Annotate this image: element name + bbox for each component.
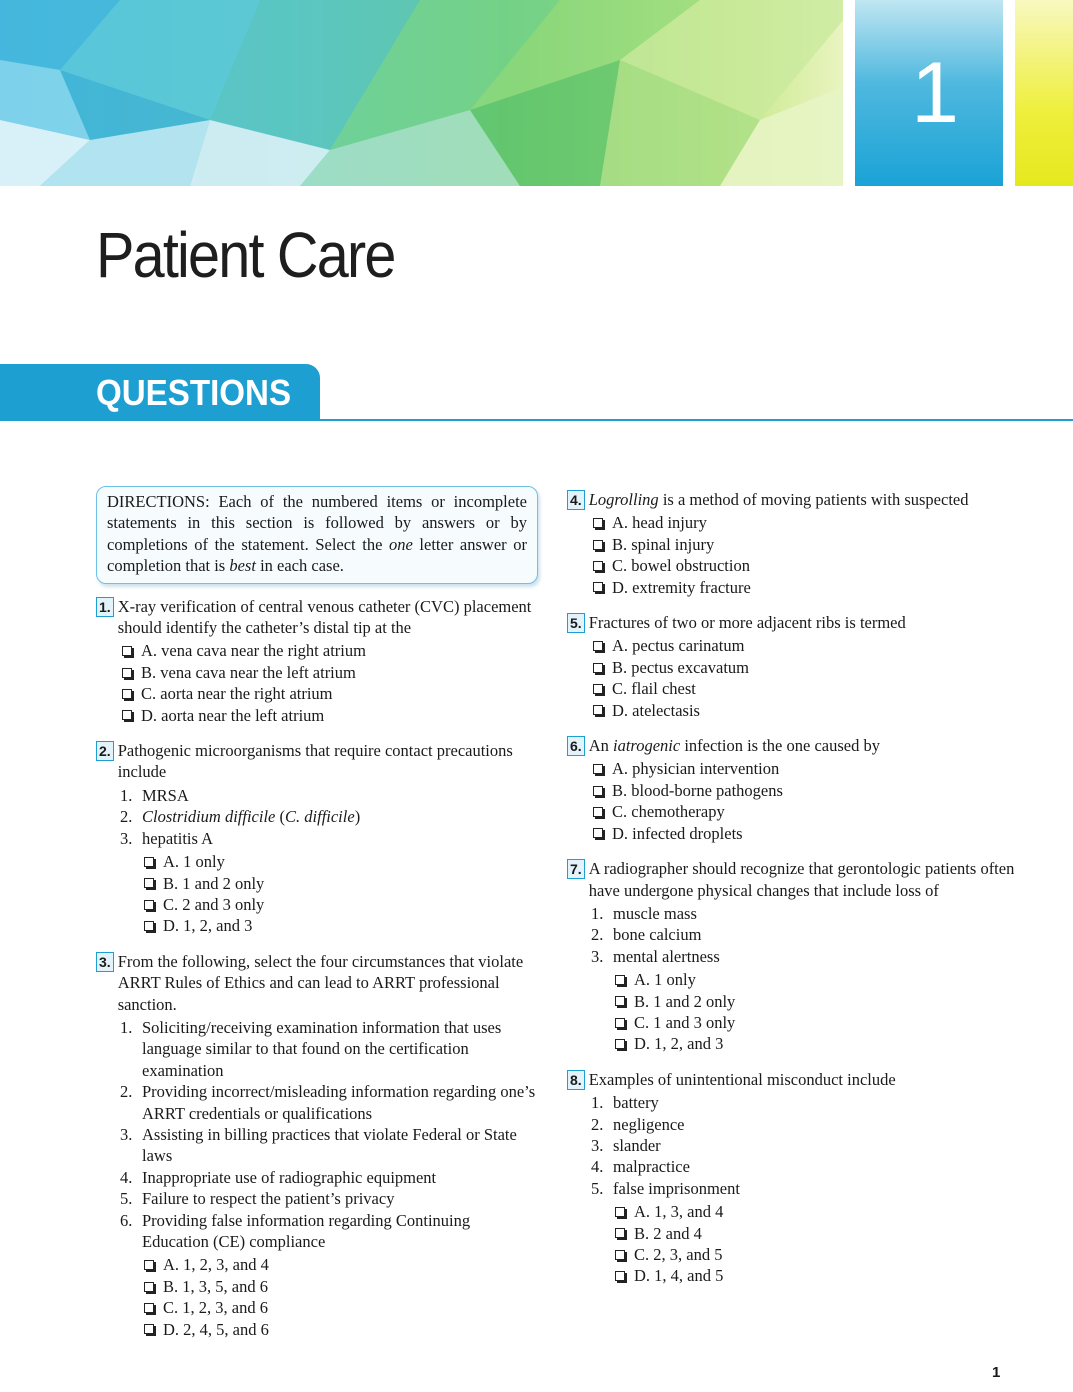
item-text: malpractice: [613, 1157, 690, 1177]
answer-option[interactable]: [142, 1297, 538, 1318]
item-number: 1.: [120, 1017, 133, 1037]
item-number: 3.: [120, 828, 133, 848]
item-text: mental alertness: [613, 946, 720, 966]
option-label: C. aorta near the right atrium: [141, 684, 333, 704]
answer-option[interactable]: [142, 1276, 538, 1297]
question-header: [567, 735, 1017, 756]
checkbox-icon[interactable]: [615, 1207, 625, 1217]
checkbox-icon[interactable]: [593, 807, 603, 817]
question-3: [96, 951, 538, 1340]
answer-option[interactable]: [591, 801, 1017, 822]
item-text: MRSA: [142, 785, 189, 805]
question-header: [567, 1069, 1017, 1090]
answer-option[interactable]: [613, 1244, 1017, 1265]
answer-option[interactable]: [591, 780, 1017, 801]
item-number: 5.: [591, 1178, 604, 1198]
checkbox-icon[interactable]: [615, 996, 625, 1006]
right-column: [567, 489, 1017, 1301]
checkbox-icon[interactable]: [593, 684, 603, 694]
question-header: [96, 740, 538, 783]
directions-text: DIRECTIONS: Each of the numbered items or incomplete statements in this section is followed by answers or by completions of the statement. Select the one letter answer or completion that is best in each case.: [107, 492, 527, 576]
item-number: 1.: [591, 903, 604, 923]
answer-option[interactable]: [591, 534, 1017, 555]
question-stem: Examples of unintentional misconduct include: [588, 1069, 896, 1089]
checkbox-icon[interactable]: [144, 921, 154, 931]
item-number: 3.: [591, 946, 604, 966]
item-text: Failure to respect the patient’s privacy: [142, 1189, 395, 1209]
option-label: C. chemotherapy: [612, 802, 725, 822]
option-label: A. head injury: [612, 513, 707, 533]
option-label: D. extremity fracture: [612, 577, 751, 597]
question-header: [567, 612, 1017, 633]
option-label: A. 1, 3, and 4: [634, 1202, 724, 1222]
answer-options: [613, 969, 1017, 1055]
option-label: B. spinal injury: [612, 534, 715, 554]
numbered-item: [120, 1210, 538, 1253]
question-number: 6.: [567, 736, 585, 756]
left-column: [96, 486, 538, 1354]
option-label: D. 1, 2, and 3: [163, 916, 253, 936]
item-text: Clostridium difficile (C. difficile): [142, 807, 361, 827]
item-text: hepatitis A: [142, 828, 214, 848]
item-text: Soliciting/receiving examination information that uses language similar to that found on the certification examination: [142, 1017, 502, 1080]
question-stem: Pathogenic microorganisms that require contact precautions include: [117, 741, 513, 782]
numbered-items: [120, 1017, 538, 1252]
question-1: [96, 596, 538, 726]
option-label: D. 1, 4, and 5: [634, 1266, 724, 1286]
numbered-item: [591, 1092, 1017, 1113]
option-label: B. blood-borne pathogens: [612, 780, 783, 800]
question-2: [96, 740, 538, 937]
question-number: 3.: [96, 952, 114, 972]
answer-option[interactable]: [591, 657, 1017, 678]
item-number: 3.: [120, 1124, 133, 1144]
answer-option[interactable]: [613, 1201, 1017, 1222]
option-label: C. 2, 3, and 5: [634, 1245, 723, 1264]
question-8: [567, 1069, 1017, 1287]
answer-option[interactable]: [120, 640, 538, 661]
option-label: A. physician intervention: [612, 759, 780, 779]
answer-option[interactable]: [613, 1033, 1017, 1054]
item-text: slander: [613, 1135, 661, 1155]
section-label: QUESTIONS: [96, 372, 292, 413]
directions-box: [96, 486, 538, 584]
numbered-item: [591, 1114, 1017, 1135]
numbered-item: [591, 946, 1017, 967]
option-label: C. flail chest: [612, 679, 696, 699]
checkbox-icon[interactable]: [593, 764, 603, 774]
item-number: 2.: [591, 925, 604, 945]
item-text: battery: [613, 1093, 659, 1113]
checkbox-icon[interactable]: [593, 540, 603, 550]
option-label: B. vena cava near the left atrium: [141, 662, 356, 682]
numbered-item: [120, 806, 538, 827]
answer-option[interactable]: [591, 700, 1017, 721]
item-text: bone calcium: [613, 925, 702, 945]
question-stem: Logrolling is a method of moving patients with suspected: [588, 490, 969, 509]
answer-option[interactable]: [591, 512, 1017, 533]
numbered-item: [591, 1156, 1017, 1177]
section-divider: [0, 419, 1073, 421]
checkbox-icon[interactable]: [593, 663, 603, 673]
answer-option[interactable]: [613, 1223, 1017, 1244]
question-6: [567, 735, 1017, 844]
answer-option[interactable]: [591, 823, 1017, 844]
answer-options: [142, 1254, 538, 1340]
checkbox-icon[interactable]: [615, 1271, 625, 1281]
answer-option[interactable]: [142, 851, 538, 872]
numbered-item: [591, 1135, 1017, 1156]
question-header: [96, 596, 538, 639]
numbered-item: [120, 1124, 538, 1167]
answer-option[interactable]: [120, 662, 538, 683]
answer-option[interactable]: [591, 678, 1017, 699]
answer-options: [591, 512, 1017, 598]
answer-option[interactable]: [613, 1012, 1017, 1033]
numbered-items: [591, 1092, 1017, 1199]
question-stem: From the following, select the four circumstances that violate ARRT Rules of Ethics and can lead to ARRT professional sanction.: [117, 951, 524, 1014]
checkbox-icon[interactable]: [144, 878, 154, 888]
question-list-left: [96, 596, 538, 1340]
checkbox-icon[interactable]: [144, 900, 154, 910]
answer-option[interactable]: [591, 555, 1017, 576]
answer-option[interactable]: [120, 705, 538, 726]
answer-option[interactable]: [120, 683, 538, 704]
option-label: D. aorta near the left atrium: [141, 705, 325, 725]
numbered-item: [591, 924, 1017, 945]
question-number: 4.: [567, 490, 585, 510]
checkbox-icon[interactable]: [144, 1282, 154, 1292]
answer-option[interactable]: [142, 1254, 538, 1275]
option-label: B. pectus excavatum: [612, 657, 749, 677]
item-number: 5.: [120, 1189, 133, 1209]
option-label: D. atelectasis: [612, 700, 700, 720]
question-number: 5.: [567, 613, 585, 633]
item-number: 2.: [591, 1114, 604, 1134]
item-number: 4.: [591, 1157, 604, 1177]
checkbox-icon[interactable]: [615, 975, 625, 985]
option-label: C. bowel obstruction: [612, 556, 750, 576]
section-header-bar: [0, 364, 320, 420]
answer-options: [591, 758, 1017, 844]
chapter-number: 1: [855, 0, 1003, 186]
option-label: C. 1, 2, 3, and 6: [163, 1298, 268, 1318]
question-stem: Fractures of two or more adjacent ribs is termed: [588, 613, 906, 633]
answer-option[interactable]: [613, 969, 1017, 990]
checkbox-icon[interactable]: [144, 1324, 154, 1334]
option-label: D. infected droplets: [612, 823, 743, 843]
checkbox-icon[interactable]: [615, 1018, 625, 1028]
option-label: A. 1 only: [163, 852, 225, 872]
checkbox-icon[interactable]: [122, 710, 132, 720]
option-label: B. 1 and 2 only: [634, 991, 736, 1011]
checkbox-icon[interactable]: [615, 1228, 625, 1238]
item-text: false imprisonment: [613, 1178, 740, 1198]
checkbox-icon[interactable]: [122, 668, 132, 678]
item-number: 1.: [591, 1093, 604, 1113]
question-list-right: [567, 489, 1017, 1287]
item-number: 4.: [120, 1167, 133, 1187]
numbered-items: [120, 785, 538, 849]
question-stem: X-ray verification of central venous catheter (CVC) placement should identify the catheter’s distal tip at the: [117, 596, 532, 638]
item-text: Inappropriate use of radiographic equipment: [142, 1167, 437, 1187]
answer-options: [591, 635, 1017, 721]
checkbox-icon[interactable]: [593, 641, 603, 651]
question-number: 8.: [567, 1070, 585, 1090]
numbered-item: [120, 1167, 538, 1188]
checkbox-icon[interactable]: [144, 1260, 154, 1270]
numbered-item: [591, 903, 1017, 924]
question-number: 7.: [567, 859, 585, 879]
item-text: negligence: [613, 1114, 685, 1134]
checkbox-icon[interactable]: [593, 561, 603, 571]
checkbox-icon[interactable]: [144, 1303, 154, 1313]
numbered-item: [120, 1188, 538, 1209]
item-number: 3.: [591, 1135, 604, 1155]
answer-option[interactable]: [142, 1319, 538, 1340]
checkbox-icon[interactable]: [593, 786, 603, 796]
question-5: [567, 612, 1017, 721]
checkbox-icon[interactable]: [615, 1250, 625, 1260]
item-text: Providing false information regarding Continuing Education (CE) compliance: [142, 1210, 471, 1251]
answer-options: [613, 1201, 1017, 1287]
checkbox-icon[interactable]: [144, 857, 154, 867]
question-header: [96, 951, 538, 1015]
option-label: B. 1, 3, 5, and 6: [163, 1276, 268, 1296]
question-7: [567, 858, 1017, 1055]
question-stem: An iatrogenic infection is the one caused by: [588, 736, 880, 756]
answer-option[interactable]: [591, 635, 1017, 656]
banner-accent-strip: [1015, 0, 1073, 186]
answer-option[interactable]: [591, 577, 1017, 598]
item-number: 2.: [120, 807, 133, 827]
question-4: [567, 489, 1017, 598]
option-label: C. 1 and 3 only: [634, 1012, 736, 1032]
answer-option[interactable]: [142, 873, 538, 894]
answer-option[interactable]: [613, 1265, 1017, 1286]
checkbox-icon[interactable]: [593, 828, 603, 838]
question-number: 1.: [96, 597, 114, 617]
numbered-item: [120, 1017, 538, 1081]
checkbox-icon[interactable]: [593, 518, 603, 528]
item-number: 1.: [120, 785, 133, 805]
question-number: 2.: [96, 741, 114, 761]
checkbox-icon[interactable]: [122, 689, 132, 699]
answer-option[interactable]: [591, 758, 1017, 779]
answer-option[interactable]: [613, 991, 1017, 1012]
checkbox-icon[interactable]: [593, 705, 603, 715]
option-label: D. 1, 2, and 3: [634, 1034, 724, 1054]
option-label: A. 1 only: [634, 970, 696, 990]
page-title: Patient Care: [96, 219, 395, 291]
item-number: 6.: [120, 1210, 133, 1230]
question-stem: A radiographer should recognize that gerontologic patients often have undergone physical changes that include loss of: [588, 859, 1015, 900]
item-text: Assisting in billing practices that violate Federal or State laws: [142, 1124, 517, 1166]
option-label: A. 1, 2, 3, and 4: [163, 1255, 269, 1275]
answer-option[interactable]: [142, 894, 538, 915]
item-text: Providing incorrect/misleading information regarding one’s ARRT credentials or qualifications: [142, 1082, 536, 1123]
option-label: C. 2 and 3 only: [163, 894, 265, 914]
question-header: [567, 858, 1017, 901]
checkbox-icon[interactable]: [615, 1039, 625, 1049]
option-label: B. 1 and 2 only: [163, 873, 265, 893]
option-label: A. pectus carinatum: [612, 636, 745, 656]
page-number: 1: [992, 1364, 1001, 1381]
option-label: A. vena cava near the right atrium: [141, 641, 366, 661]
checkbox-icon[interactable]: [593, 582, 603, 592]
numbered-item: [120, 828, 538, 849]
option-label: B. 2 and 4: [634, 1223, 702, 1243]
numbered-item: [591, 1178, 1017, 1199]
answer-options: [120, 640, 538, 726]
option-label: D. 2, 4, 5, and 6: [163, 1319, 269, 1339]
numbered-item: [120, 1081, 538, 1124]
item-number: 2.: [120, 1082, 133, 1102]
answer-options: [142, 851, 538, 937]
numbered-items: [591, 903, 1017, 967]
question-header: [567, 489, 1017, 510]
answer-option[interactable]: [142, 915, 538, 936]
numbered-item: [120, 785, 538, 806]
item-text: muscle mass: [613, 903, 697, 923]
checkbox-icon[interactable]: [122, 646, 132, 656]
